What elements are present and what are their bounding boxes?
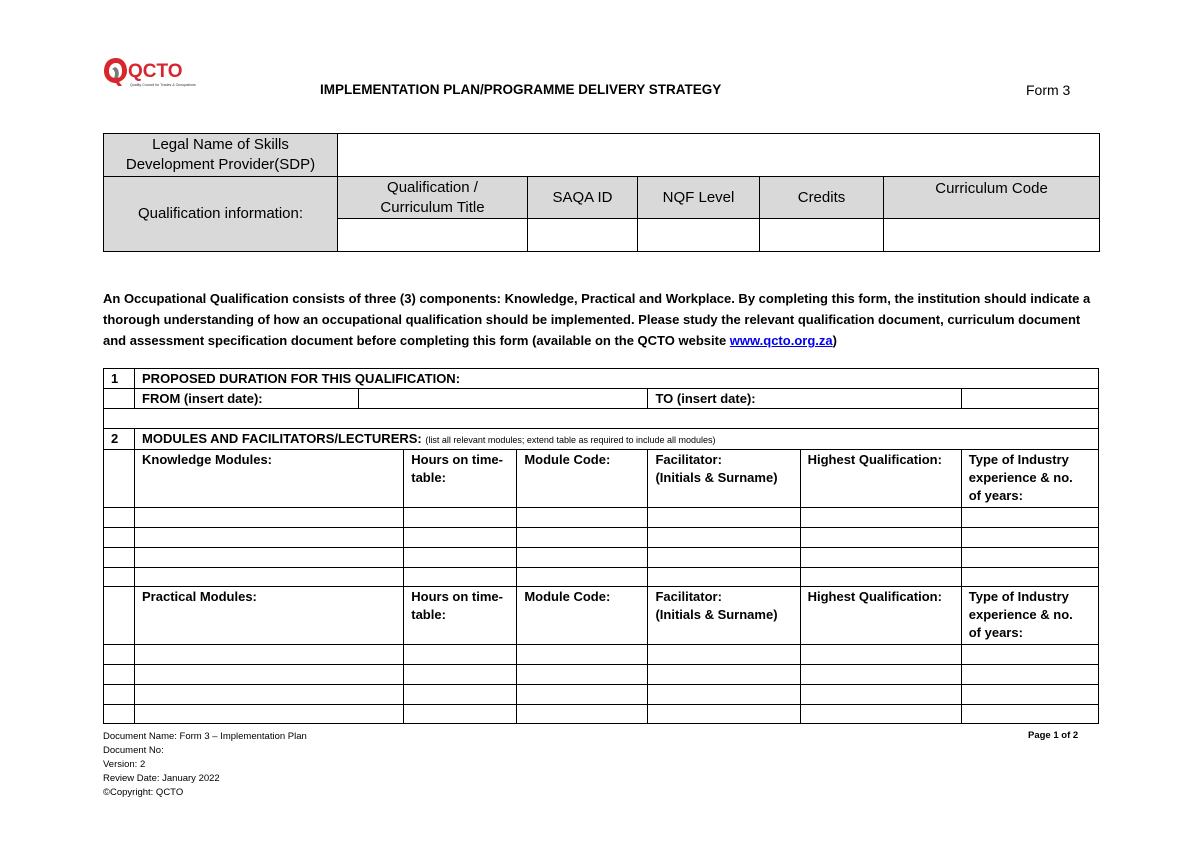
section-2-number: 2 xyxy=(104,429,135,450)
row-cell[interactable] xyxy=(104,665,135,685)
footer-doc-no: Document No: xyxy=(103,745,164,756)
row-cell[interactable] xyxy=(648,705,800,724)
footer-doc-name: Document Name: Form 3 – Implementation Plan xyxy=(103,731,307,742)
row-cell[interactable] xyxy=(135,645,404,665)
row-cell[interactable] xyxy=(961,645,1098,665)
facilitator-header: Facilitator: (Initials & Surname) xyxy=(648,450,800,508)
hours-header: Hours on time- table: xyxy=(404,587,517,645)
spacer-cell xyxy=(104,450,135,508)
col-header-title: Qualification / Curriculum Title xyxy=(338,177,528,219)
row-cell[interactable] xyxy=(517,645,648,665)
row-cell[interactable] xyxy=(104,645,135,665)
to-date-field[interactable] xyxy=(961,389,1098,409)
table-row xyxy=(104,568,1099,587)
nqf-level-field[interactable] xyxy=(638,219,760,252)
row-cell[interactable] xyxy=(648,685,800,705)
table-row xyxy=(104,705,1099,724)
legal-name-field[interactable] xyxy=(338,134,1100,177)
row-cell[interactable] xyxy=(648,665,800,685)
row-cell[interactable] xyxy=(648,568,800,587)
hours-header: Hours on time- table: xyxy=(404,450,517,508)
logo-text: QCTO xyxy=(128,61,183,82)
section-1-heading: PROPOSED DURATION FOR THIS QUALIFICATION: xyxy=(135,369,1099,389)
row-cell[interactable] xyxy=(104,508,135,528)
row-cell[interactable] xyxy=(961,705,1098,724)
saqa-id-field[interactable] xyxy=(528,219,638,252)
credits-field[interactable] xyxy=(760,219,884,252)
spacer-cell xyxy=(104,389,135,409)
footer-version: Version: 2 xyxy=(103,759,146,770)
module-code-header: Module Code: xyxy=(517,450,648,508)
from-date-field[interactable] xyxy=(359,389,648,409)
row-cell[interactable] xyxy=(648,508,800,528)
document-footer xyxy=(103,730,307,800)
row-cell[interactable] xyxy=(961,528,1098,548)
knowledge-modules-header: Knowledge Modules: xyxy=(135,450,404,508)
row-cell[interactable] xyxy=(800,568,961,587)
row-cell[interactable] xyxy=(404,528,517,548)
title-field[interactable] xyxy=(338,219,528,252)
row-cell[interactable] xyxy=(961,548,1098,568)
table-row xyxy=(104,665,1099,685)
row-cell[interactable] xyxy=(961,568,1098,587)
table-row xyxy=(104,645,1099,665)
table-row xyxy=(104,548,1099,568)
col-header-saqa-id: SAQA ID xyxy=(528,177,638,219)
row-cell[interactable] xyxy=(800,685,961,705)
row-cell[interactable] xyxy=(961,508,1098,528)
row-cell[interactable] xyxy=(800,705,961,724)
row-cell[interactable] xyxy=(648,528,800,548)
intro-paragraph: An Occupational Qualification consists of three (3) components: Knowledge, Practical and Workplace. By completing this form, the institution should indicate a thorough understanding of how an occupational qualification should be implemented. Please study the relevant qualification document, curriculum document and assessment specification document before completing this form (available on the QCTO website www.qcto.org.za) xyxy=(103,291,1091,348)
row-cell[interactable] xyxy=(404,548,517,568)
implementation-plan-table xyxy=(103,368,1099,724)
practical-modules-header: Practical Modules: xyxy=(135,587,404,645)
footer-copyright: ©Copyright: QCTO xyxy=(103,787,184,798)
document-title: IMPLEMENTATION PLAN/PROGRAMME DELIVERY STRATEGY xyxy=(320,82,722,97)
col-header-nqf-level: NQF Level xyxy=(638,177,760,219)
row-cell[interactable] xyxy=(517,665,648,685)
row-cell[interactable] xyxy=(404,645,517,665)
row-cell[interactable] xyxy=(404,568,517,587)
experience-header: Type of Industry experience & no. of years: xyxy=(961,587,1098,645)
row-cell[interactable] xyxy=(104,548,135,568)
row-cell[interactable] xyxy=(517,548,648,568)
col-header-credits: Credits xyxy=(760,177,884,219)
row-cell[interactable] xyxy=(648,548,800,568)
row-cell[interactable] xyxy=(404,705,517,724)
qualification-info-label: Qualification information: xyxy=(104,177,338,252)
row-cell[interactable] xyxy=(517,508,648,528)
row-cell[interactable] xyxy=(104,685,135,705)
row-cell[interactable] xyxy=(135,705,404,724)
row-cell[interactable] xyxy=(648,645,800,665)
facilitator-header: Facilitator: (Initials & Surname) xyxy=(648,587,800,645)
legal-name-label: Legal Name of Skills Development Provider(SDP) xyxy=(104,134,338,177)
curriculum-code-field[interactable] xyxy=(884,219,1100,252)
qualification-info-table xyxy=(103,133,1100,252)
qcto-logo xyxy=(104,56,200,92)
row-cell[interactable] xyxy=(961,665,1098,685)
section-1-number: 1 xyxy=(104,369,135,389)
form-number: Form 3 xyxy=(1026,82,1071,98)
row-cell[interactable] xyxy=(104,705,135,724)
blank-row xyxy=(104,409,1099,429)
logo-subtitle: Quality Council for Trades & Occupations xyxy=(130,83,196,87)
table-row xyxy=(104,528,1099,548)
row-cell[interactable] xyxy=(404,685,517,705)
row-cell[interactable] xyxy=(800,548,961,568)
to-date-label: TO (insert date): xyxy=(648,389,961,409)
row-cell[interactable] xyxy=(135,685,404,705)
row-cell[interactable] xyxy=(404,508,517,528)
row-cell[interactable] xyxy=(517,705,648,724)
row-cell[interactable] xyxy=(517,568,648,587)
row-cell[interactable] xyxy=(800,645,961,665)
row-cell[interactable] xyxy=(104,528,135,548)
row-cell[interactable] xyxy=(104,568,135,587)
from-date-label: FROM (insert date): xyxy=(135,389,359,409)
footer-review-date: Review Date: January 2022 xyxy=(103,773,220,784)
row-cell[interactable] xyxy=(517,528,648,548)
row-cell[interactable] xyxy=(135,528,404,548)
table-row xyxy=(104,508,1099,528)
row-cell[interactable] xyxy=(135,508,404,528)
row-cell[interactable] xyxy=(800,508,961,528)
highest-qualification-header: Highest Qualification: xyxy=(800,587,961,645)
col-header-curriculum-code: Curriculum Code xyxy=(884,177,1100,219)
module-code-header: Module Code: xyxy=(517,587,648,645)
row-cell[interactable] xyxy=(961,685,1098,705)
row-cell[interactable] xyxy=(135,568,404,587)
section-2-heading: MODULES AND FACILITATORS/LECTURERS: (list all relevant modules; extend table as required to include all modules) xyxy=(135,429,1099,450)
row-cell[interactable] xyxy=(800,528,961,548)
table-row xyxy=(104,685,1099,705)
experience-header: Type of Industry experience & no. of years: xyxy=(961,450,1098,508)
row-cell[interactable] xyxy=(800,665,961,685)
row-cell[interactable] xyxy=(404,665,517,685)
page-number: Page 1 of 2 xyxy=(1028,730,1079,741)
spacer-cell xyxy=(104,587,135,645)
row-cell[interactable] xyxy=(135,548,404,568)
row-cell[interactable] xyxy=(517,685,648,705)
qcto-website-link[interactable]: www.qcto.org.za xyxy=(729,333,833,348)
highest-qualification-header: Highest Qualification: xyxy=(800,450,961,508)
row-cell[interactable] xyxy=(135,665,404,685)
